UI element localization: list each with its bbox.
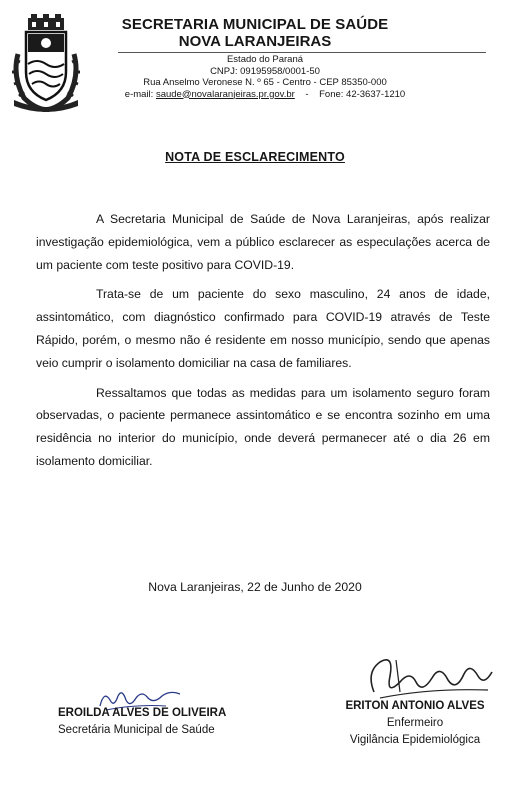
signer-role: Enfermeiro xyxy=(386,717,444,729)
body-paragraph: Ressaltamos que todas as medidas para um isolamento seguro foram observadas, o paciente permanece assintomático e se encontra sozinho em uma residência no interior do município, onde deverá permanecer até o dia 26 em isolamento domiciliar. xyxy=(36,385,490,468)
letterhead-contact xyxy=(100,54,430,100)
cnpj-line: CNPJ: 09195958/0001-50 xyxy=(210,65,320,77)
contact-separator: - xyxy=(305,88,309,100)
state-line: Estado do Paraná xyxy=(226,54,304,65)
signature-block-nurse xyxy=(320,698,510,749)
document-body xyxy=(36,208,490,480)
org-name: SECRETARIA MUNICIPAL DE SAÚDE xyxy=(121,16,389,33)
signer-name: ERITON ANTONIO ALVES xyxy=(345,700,485,712)
signer-name: EROILDA ALVES DE OLIVEIRA xyxy=(58,707,227,719)
signature-block-secretary xyxy=(58,705,248,739)
letterhead xyxy=(100,16,410,50)
phone-number: Fone: 42-3637-1210 xyxy=(319,88,406,100)
email-label: e-mail: xyxy=(124,88,154,100)
address-line: Rua Anselmo Veronese N. º 65 - Centro - CEP 85350-000 xyxy=(143,77,387,88)
date-line: Nova Laranjeiras, 22 de Junho de 2020 xyxy=(148,580,362,594)
body-paragraph: A Secretaria Municipal de Saúde de Nova Laranjeiras, após realizar investigação epidemiológica, vem a público esclarecer as especulações acerca de um paciente com teste positivo para COVID-19. xyxy=(36,212,490,272)
body-paragraph: Trata-se de um paciente do sexo masculino, 24 anos de idade, assintomático, com diagnóstico confirmado para COVID-19 através de Teste Rápido, porém, o mesmo não é residente em nosso município, sendo que apenas veio cumprir o isolamento domiciliar na casa de familiares. xyxy=(36,287,490,370)
municipal-coat-of-arms-icon xyxy=(12,14,80,112)
document-title: NOTA DE ESCLARECIMENTO xyxy=(165,150,345,164)
email-link[interactable]: saude@novalaranjeiras.pr.gov.br xyxy=(155,88,295,100)
org-city: NOVA LARANJEIRAS xyxy=(178,33,332,50)
signer-department: Vigilância Epidemiológica xyxy=(349,734,481,746)
signer-role: Secretária Municipal de Saúde xyxy=(58,724,215,736)
handwritten-signature-right xyxy=(360,652,500,704)
email-phone-line xyxy=(100,89,430,101)
letterhead-rule xyxy=(118,52,486,53)
